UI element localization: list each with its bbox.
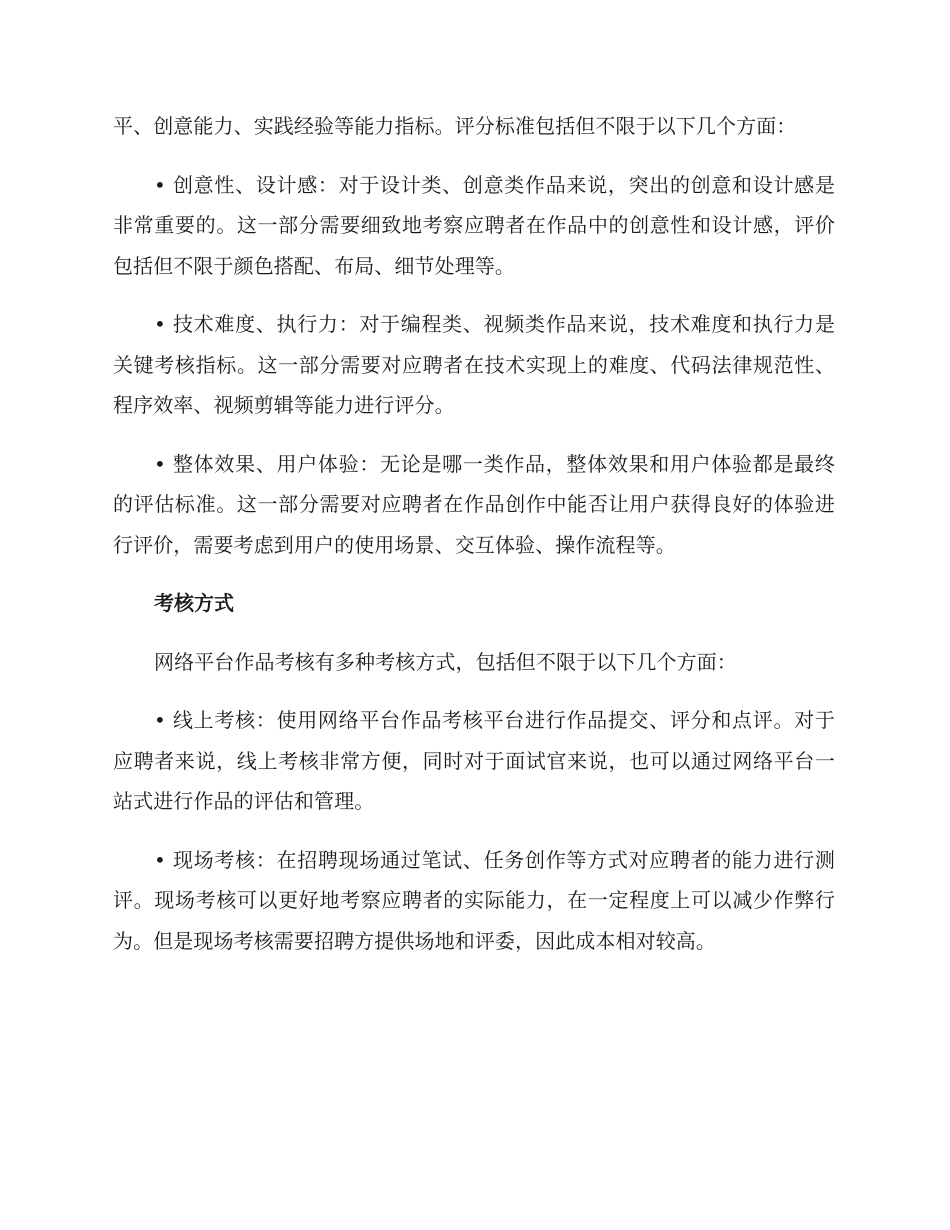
paragraph-continuation: 平、创意能力、实践经验等能力指标。评分标准包括但不限于以下几个方面：: [113, 114, 797, 138]
paragraph-onsite-assessment: • 现场考核：在招聘现场通过笔试、任务创作等方式对应聘者的能力进行测评。现场考核可以更好地考察应聘者的实际能力，在一定程度上可以减少作弊行为。但是现场考核需要招聘方提供场地和评委，因此成本相对较高。: [113, 847, 835, 953]
paragraph-overall-effect: • 整体效果、用户体验：无论是哪一类作品，整体效果和用户体验都是最终的评估标准。这一部分需要对应聘者在作品创作中能否让用户获得良好的体验进行评价，需要考虑到用户的使用场景、交互体验、操作流程等。: [113, 451, 835, 557]
section-heading: 考核方式: [154, 591, 234, 615]
paragraph-technical: • 技术难度、执行力：对于编程类、视频类作品来说，技术难度和执行力是关键考核指标。这一部分需要对应聘者在技术实现上的难度、代码法律规范性、程序效率、视频剪辑等能力进行评分。: [113, 312, 835, 417]
paragraph-creativity: • 创意性、设计感：对于设计类、创意类作品来说，突出的创意和设计感是非常重要的。这一部分需要细致地考察应聘者在作品中的创意性和设计感，评价包括但不限于颜色搭配、布局、细节处理等。: [113, 172, 835, 278]
paragraph-methods-intro: 网络平台作品考核有多种考核方式，包括但不限于以下几个方面：: [154, 649, 737, 674]
document-page: [113, 106, 835, 961]
paragraph-online-assessment: • 线上考核：使用网络平台作品考核平台进行作品提交、评分和点评。对于应聘者来说，线上考核非常方便，同时对于面试官来说，也可以通过网络平台一站式进行作品的评估和管理。: [113, 708, 835, 813]
